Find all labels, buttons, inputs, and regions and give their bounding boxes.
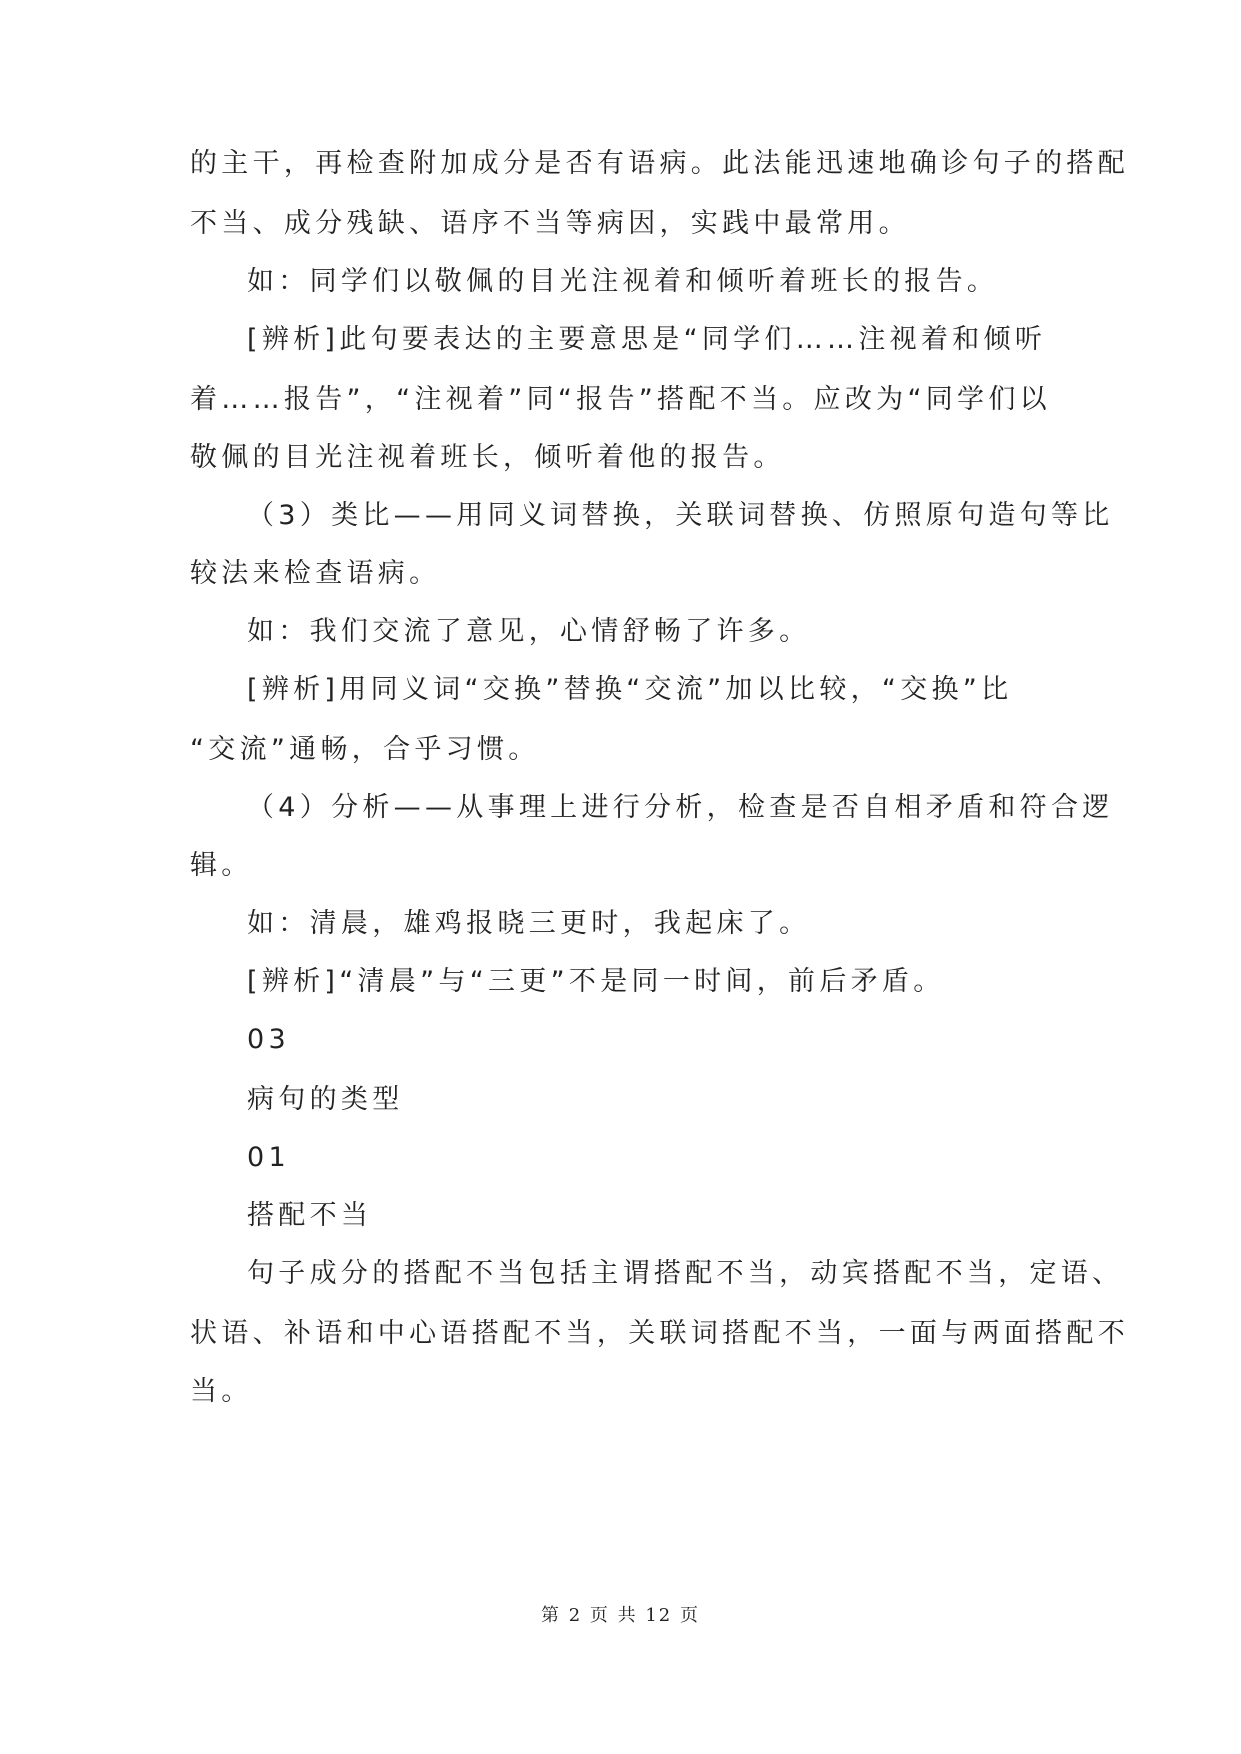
text-line: 的主干，再检查附加成分是否有语病。此法能迅速地确诊句子的搭配: [190, 148, 1129, 179]
text-line: 状语、补语和中心语搭配不当，关联词搭配不当，一面与两面搭配不: [190, 1318, 1129, 1349]
text-line: [辨析]用同义词“交换”替换“交流”加以比较，“交换”比: [247, 674, 1013, 705]
subsection-number: 01: [247, 1142, 290, 1173]
section-heading: 病句的类型: [247, 1084, 404, 1115]
text-line: 如：我们交流了意见，心情舒畅了许多。: [247, 616, 811, 647]
subsection-heading: 搭配不当: [247, 1200, 373, 1231]
page-footer: 第 2 页 共 12 页: [541, 1605, 700, 1626]
text-line: 不当、成分残缺、语序不当等病因，实践中最常用。: [190, 208, 910, 239]
text-line: （3）类比——用同义词替换，关联词替换、仿照原句造句等比: [247, 500, 1114, 531]
text-line: 当。: [190, 1376, 253, 1407]
text-line: 如：清晨，雄鸡报晓三更时，我起床了。: [247, 908, 811, 939]
text-line: 句子成分的搭配不当包括主谓搭配不当，动宾搭配不当，定语、: [247, 1258, 1124, 1289]
text-line: 着……报告”，“注视着”同“报告”搭配不当。应改为“同学们以: [190, 384, 1051, 415]
text-line: 如：同学们以敬佩的目光注视着和倾听着班长的报告。: [247, 266, 999, 297]
section-number: 03: [247, 1024, 290, 1055]
text-line: 辑。: [190, 850, 253, 881]
text-line: “交流”通畅，合乎习惯。: [190, 734, 540, 765]
text-line: 较法来检查语病。: [190, 558, 441, 589]
text-line: 敬佩的目光注视着班长，倾听着他的报告。: [190, 442, 785, 473]
text-line: [辨析]“清晨”与“三更”不是同一时间，前后矛盾。: [247, 966, 945, 997]
text-line: （4）分析——从事理上进行分析，检查是否自相矛盾和符合逻: [247, 792, 1114, 823]
text-line: [辨析]此句要表达的主要意思是“同学们……注视着和倾听: [247, 324, 1047, 355]
